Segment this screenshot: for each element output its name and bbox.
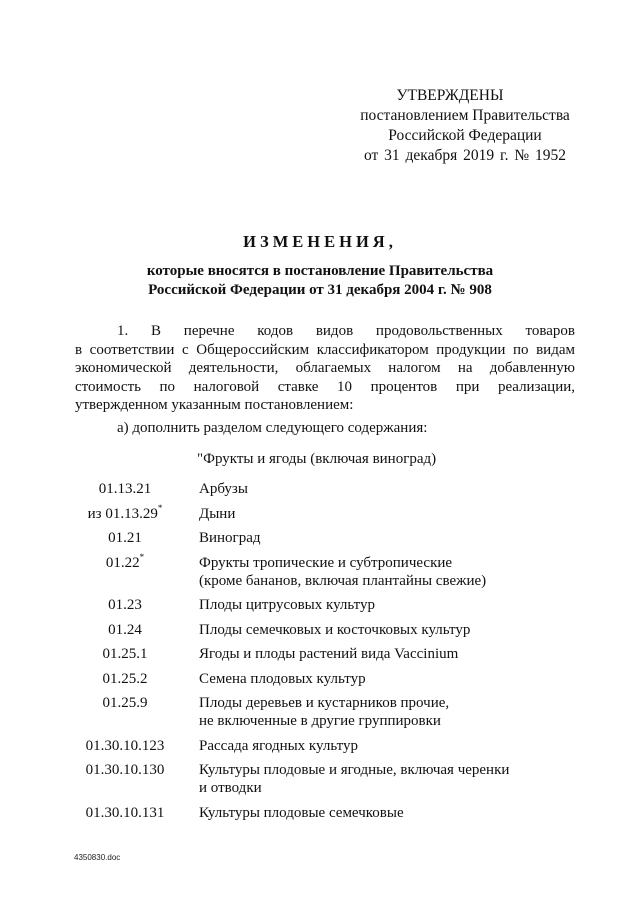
description-line: Плоды семечковых и косточковых культур bbox=[199, 621, 471, 638]
approval-heading: УТВЕРЖДЕНЫ bbox=[396, 87, 504, 104]
code-row bbox=[70, 529, 550, 547]
description-line: Виноград bbox=[199, 530, 261, 546]
footnote-mark: * bbox=[139, 551, 145, 562]
product-description bbox=[199, 761, 509, 797]
code-row bbox=[70, 737, 550, 755]
product-code bbox=[70, 737, 180, 755]
code-value: 01.25.1 bbox=[102, 646, 148, 662]
description-line: Ягоды и плоды растений вида Vaccinium bbox=[199, 646, 459, 662]
code-value: 01.30.10.130 bbox=[85, 762, 165, 778]
code-row bbox=[70, 761, 550, 797]
product-description bbox=[199, 505, 235, 523]
file-name-footer: 4350830.doc bbox=[74, 853, 121, 862]
product-code bbox=[70, 670, 180, 688]
paragraph-line: стоимость по налоговой ставке 10 процентов при реализации, bbox=[75, 378, 575, 395]
description-line: Культуры плодовые семечковые bbox=[199, 804, 404, 821]
paragraph-line: в соответствии с Общероссийским классификатором продукции по видам bbox=[75, 341, 575, 358]
code-row bbox=[70, 596, 550, 614]
paragraph-line: утвержденном указанным постановлением: bbox=[75, 397, 354, 413]
subtitle-line: которые вносятся в постановление Правительства bbox=[146, 263, 494, 279]
paragraph-1 bbox=[75, 322, 575, 415]
description-line: Семена плодовых культур bbox=[199, 670, 366, 687]
product-code bbox=[70, 480, 180, 498]
product-description bbox=[199, 480, 248, 498]
code-value: 01.13.29 bbox=[105, 505, 158, 522]
description-line: Плоды цитрусовых культур bbox=[199, 597, 376, 613]
description-line: и отводки bbox=[199, 780, 262, 796]
approval-date-number: от 31 декабря 2019 г. № 1952 bbox=[363, 147, 567, 164]
section-heading: "Фрукты и ягоды (включая виноград) bbox=[197, 451, 437, 467]
code-row bbox=[70, 502, 550, 523]
product-description bbox=[199, 554, 486, 590]
product-code bbox=[70, 529, 180, 547]
description-line: Рассада ягодных культур bbox=[199, 737, 358, 754]
product-description bbox=[199, 694, 449, 730]
product-description bbox=[199, 804, 404, 822]
code-value: 01.24 bbox=[108, 621, 142, 638]
code-row bbox=[70, 551, 550, 590]
subtitle-line: Российской Федерации от 31 декабря 2004 г. № 908 bbox=[148, 282, 492, 298]
description-line: Культуры плодовые и ягодные, включая черенки bbox=[199, 762, 510, 778]
product-code bbox=[70, 596, 180, 614]
code-value: 01.22 bbox=[105, 554, 140, 571]
code-row bbox=[70, 804, 550, 822]
document-title: ИЗМЕНЕНИЯ, bbox=[243, 232, 397, 251]
code-value: 01.21 bbox=[108, 530, 142, 546]
document-subtitle bbox=[60, 262, 580, 300]
code-value: 01.30.10.123 bbox=[85, 737, 165, 754]
code-row bbox=[70, 694, 550, 730]
product-description bbox=[199, 529, 261, 547]
product-description bbox=[199, 737, 358, 755]
product-code bbox=[70, 621, 180, 639]
footnote-mark: * bbox=[157, 502, 163, 513]
code-row bbox=[70, 480, 550, 498]
product-code bbox=[70, 645, 180, 663]
code-row bbox=[70, 645, 550, 663]
paragraph-line: экономической деятельности, облагаемых налогом на добавленную bbox=[75, 360, 575, 376]
description-line: не включенные в другие группировки bbox=[199, 713, 441, 729]
product-code bbox=[70, 804, 180, 822]
product-code bbox=[70, 694, 180, 730]
paragraph-line: 1. В перечне кодов видов продовольственных товаров bbox=[117, 323, 575, 339]
product-code bbox=[70, 761, 180, 797]
product-description bbox=[199, 670, 366, 688]
code-prefix: из bbox=[87, 505, 106, 522]
description-line: Фрукты тропические и субтропические bbox=[199, 554, 453, 571]
product-code bbox=[70, 502, 180, 523]
code-table bbox=[70, 480, 550, 828]
code-value: 01.25.2 bbox=[102, 670, 148, 687]
code-row bbox=[70, 670, 550, 688]
description-line: Дыни bbox=[199, 505, 236, 522]
description-line: Арбузы bbox=[199, 481, 248, 497]
code-row bbox=[70, 621, 550, 639]
product-description bbox=[199, 596, 375, 614]
approval-line: Российской Федерации bbox=[388, 127, 542, 144]
approval-line: постановлением Правительства bbox=[360, 107, 570, 124]
product-description bbox=[199, 645, 458, 663]
code-value: 01.23 bbox=[108, 597, 142, 613]
code-value: 01.13.21 bbox=[98, 481, 152, 497]
code-value: 01.25.9 bbox=[102, 695, 148, 711]
description-line: (кроме бананов, включая плантайны свежие) bbox=[199, 572, 487, 589]
product-description bbox=[199, 621, 470, 639]
code-value: 01.30.10.131 bbox=[85, 804, 165, 821]
product-code bbox=[70, 551, 180, 590]
sub-item-a: а) дополнить разделом следующего содержания: bbox=[117, 420, 428, 436]
approval-block bbox=[300, 86, 600, 166]
description-line: Плоды деревьев и кустарников прочие, bbox=[199, 695, 450, 711]
